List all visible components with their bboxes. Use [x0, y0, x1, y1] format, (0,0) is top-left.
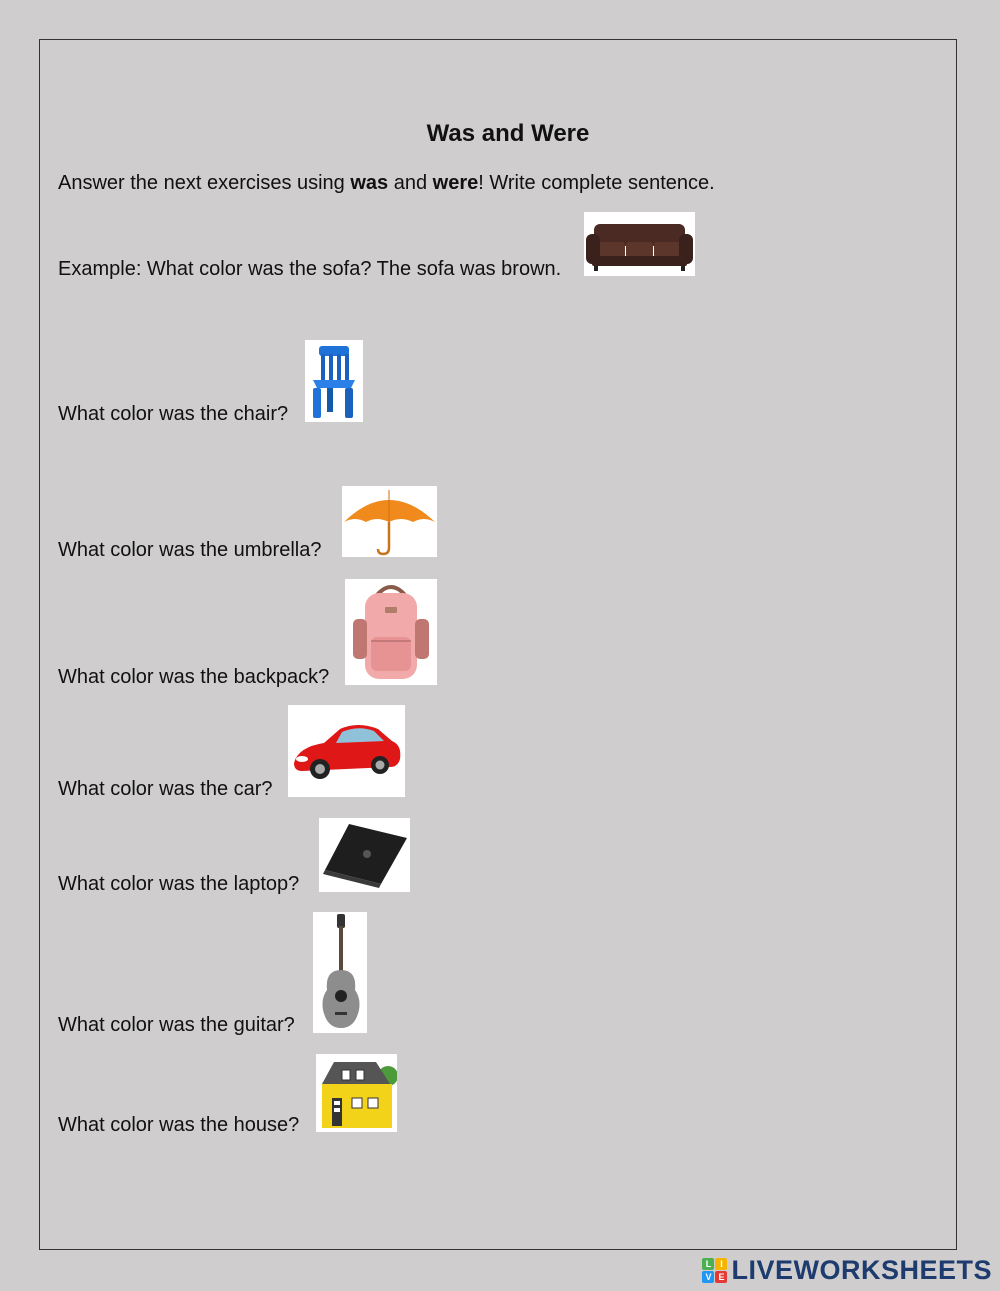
chair-image [305, 340, 363, 422]
sofa-image [584, 212, 695, 276]
instructions [58, 172, 715, 195]
logo-letter-v: V [702, 1271, 714, 1283]
liveworksheets-logo [702, 1254, 992, 1286]
instructions-prefix: Answer the next exercises using [58, 172, 351, 194]
logo-letter-e: E [715, 1271, 727, 1283]
question-backpack: What color was the backpack? [58, 666, 330, 688]
question-umbrella: What color was the umbrella? [58, 539, 322, 561]
logo-letter-i: I [715, 1258, 727, 1270]
instructions-middle: and [388, 172, 433, 194]
question-chair: What color was the chair? [58, 403, 289, 425]
instructions-suffix: ! Write complete sentence. [478, 172, 715, 194]
instructions-word-was: was [350, 172, 389, 194]
logo-icon [702, 1258, 727, 1283]
question-guitar: What color was the guitar? [58, 1014, 295, 1036]
worksheet-title: Was and Were [426, 120, 590, 147]
backpack-image [345, 579, 437, 685]
guitar-image [313, 912, 367, 1033]
question-house: What color was the house? [58, 1114, 300, 1136]
umbrella-image [342, 486, 437, 557]
question-laptop: What color was the laptop? [58, 873, 300, 895]
question-car: What color was the car? [58, 778, 273, 800]
instructions-word-were: were [432, 172, 479, 194]
logo-text: LIVEWORKSHEETS [731, 1254, 992, 1285]
worksheet-frame [39, 39, 957, 1250]
example-sentence: Example: What color was the sofa? The sofa was brown. [58, 258, 562, 280]
laptop-image [319, 818, 410, 892]
car-image [288, 705, 405, 797]
logo-letter-l: L [702, 1258, 714, 1270]
house-image [316, 1054, 397, 1132]
